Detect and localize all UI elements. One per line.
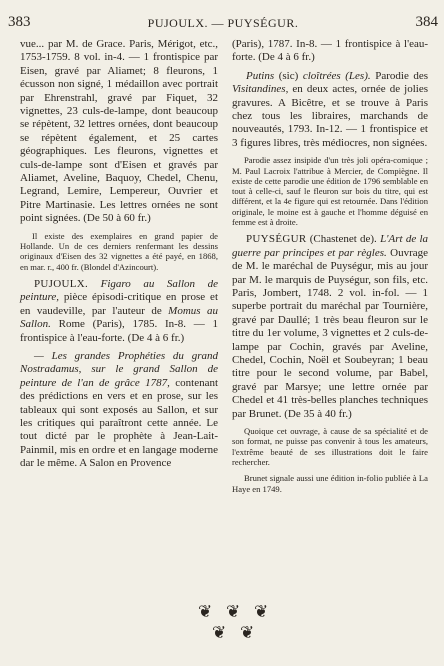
entry-title: L'Art de la guerre par principes et par règles. [232, 233, 429, 259]
pujoulx-entry [20, 278, 218, 345]
page-header [8, 12, 438, 34]
entry-title: Momus au Sallon. [20, 304, 218, 331]
entry-title: Putins [246, 69, 275, 82]
entry-text: pièce épisodi-critique en prose et en vaudeville, par l'auteur de [20, 291, 218, 317]
entry-title: cloîtrées (Les). [302, 69, 371, 82]
fleuron-icon: ❦ [212, 623, 227, 643]
putins-entry [232, 70, 428, 150]
entry-text: contenant des prédictions en vers et en prose, sur les tableaux qui sont exposés au Sallon, et sur les critiques qui paraîtront cette année. Le tout dicté par le prophète à Jean-Lait-Painmil, mis en ordre et en langage moderne dar le même. A Salon en Provence [20, 376, 219, 470]
fleuron-icon: ❦ [226, 602, 241, 622]
entry-text: Rome (Paris), 1785. In-8. — 1 frontispice à l'eau-forte. (De 4 à 6 fr.) [20, 318, 219, 344]
entry-title: Visitandines, [232, 83, 289, 96]
fleuron-icon: ❦ [240, 623, 255, 643]
grace-entry-continued: vue... par M. de Grace. Paris, Mérigot, etc., 1753-1759. 8 vol. in-4. — 1 frontispice par Eisen, gravé par Aliamet; 8 fleurons, 1 écusson non signé, 1 médaillon avec portrait par Ehrenstrahl, gravé par Fiquet, 32 vignettes, 23 culs-de-lampe, dont beaucoup se répètent, 32 lettres ornées, dont beaucoup se répètent également, et 25 cartes géographiques. Les fleurons, vignettes et culs-de-lampe sont d'Eisen et gravés par Aliamet, Aveline, Baquoy, Chedel, Chenu, Legrand, Lemire, Lempereur, Ouvrier et Pitre Martinasie. Les lettres ornées ne sont point signées. (De 50 à 60 fr.) [20, 38, 218, 225]
fleuron-ornament [190, 600, 280, 650]
page-number-right: 384 [415, 14, 438, 30]
entry-text: (sic) [278, 69, 299, 82]
entry-title: — Les grandes Prophéties du grand Nostradamus, sur le grand Sallon de peinture de l'an de grâce 1787, [20, 349, 218, 389]
grace-footnote: Il existe des exemplaires en grand papier de Hollande. Un de ces derniers renfermant les dessins originaux d'Eisen des 32 vignettes a été payé, en 1868, en mar. r., 400 fr. (Blondel d'Azincourt). [20, 230, 218, 272]
puysegur-footnote-2: Brunet signale aussi une édition in-folio publiée à La Haye en 1749. [232, 473, 428, 494]
puysegur-footnote: Quoique cet ouvrage, à cause de sa spécialité et de son format, ne puisse pas convenir à tous les amateurs, l'extrême beauté de ses illustrations doit le faire rechercher. [232, 426, 428, 467]
entry-heading: PUJOULX. [34, 277, 89, 290]
nostradamus-entry-continued: (Paris), 1787. In-8. — 1 frontispice à l'eau-forte. (De 4 à 6 fr.) [232, 38, 428, 64]
entry-heading: PUYSÉGUR [246, 233, 307, 246]
left-column [20, 38, 218, 476]
running-title: PUJOULX. — PUYSÉGUR. [147, 16, 299, 30]
entry-text: Ouvrage de M. le maréchal de Puységur, mis au jour par M. le marquis de Puységur, son fils, etc. Paris, Jombert, 1748. 2 vol. in-fol. — 1 superbe portrait du maréchal par Tournière, gravé par Daullé; 1 très beau fleuron sur le titre du 1er volume, 3 vignettes et 2 culs-de-lampe par Cochin, gravés par Aveline, Chedel, Cochin, Noël et Soubeyran; 1 beau titre pour le second volume, par Babel, gravé par Marsye; une lettre ornée par Chedel et 41 très-belles planches techniques par Brunet. (De 35 à 40 fr.) [232, 246, 428, 420]
entry-text: Parodie des [375, 69, 429, 82]
right-column [232, 38, 428, 500]
entry-title: Figaro au Sallon de peinture, [20, 277, 218, 304]
fleuron-icon: ❦ [254, 602, 269, 622]
entry-author: (Chastenet de). [309, 233, 377, 246]
nostradamus-entry [20, 350, 218, 471]
entry-text: en deux actes, ornée de jolies gravures. A Bicêtre, et se trouve à Paris chez tous les libraires, marchands de nouveautés, 1793. In-12. — 1 frontispice et 3 figures libres, très médiocres, non signées. [232, 83, 429, 149]
putins-footnote: Parodie assez insipide d'un très joli opéra-comique ; M. Paul Lacroix l'attribue à Mercier, de Compiègne. Il existe de cette parodie une édition de 1796 semblable en tout à celle-ci, sauf le fleuron sur bois du titre, qui est différent, et la 4e figure qui est retournée. Dans l'édition originale, le moine est à gauche et l'homme déguisé en femme est à droite. [232, 155, 428, 228]
page-number-left: 383 [8, 14, 31, 30]
fleuron-icon: ❦ [198, 602, 213, 622]
puysegur-entry [232, 233, 428, 421]
